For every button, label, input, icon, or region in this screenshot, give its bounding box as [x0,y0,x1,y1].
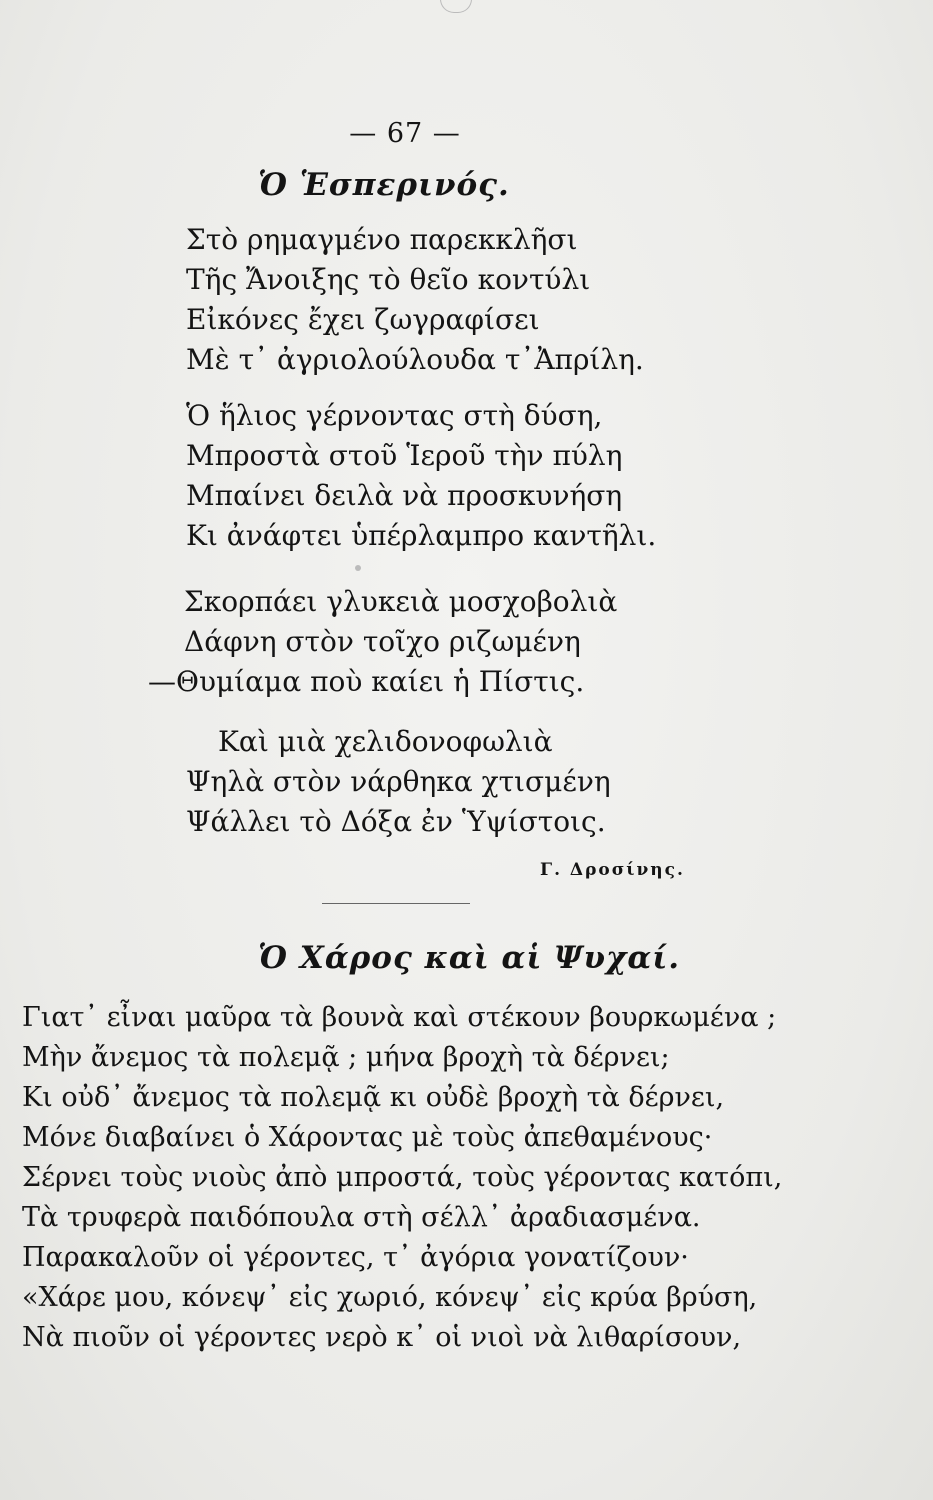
verse-line: Μπαίνει δειλὰ νὰ προσκυνήση [186,479,623,512]
verse-line: Καὶ μιὰ χελιδονοφωλιὰ [218,725,553,758]
verse-line: Τὰ τρυφερὰ παιδόπουλα στὴ σέλλ᾽ ἀραδιασμένα. [22,1202,701,1233]
stanza-3 [148,582,617,702]
verse-line: Ὁ ἥλιος γέρνοντας στὴ δύση, [186,399,603,432]
verse-line: —Θυμίαμα ποὺ καίει ἡ Πίστις. [148,665,585,698]
verse-line: Ψηλὰ στὸν νάρθηκα χτισμένη [186,765,611,798]
verse-line: «Χάρε μου, κόνεψ᾽ εἰς χωριό, κόνεψ᾽ εἰς κρύα βρύση, [22,1282,758,1313]
verse-line: Τῆς Ἄνοιξης τὸ θεῖο κοντύλι [186,263,591,296]
verse-line: Μόνε διαβαίνει ὁ Χάροντας μὲ τοὺς ἀπεθαμένους· [22,1122,713,1153]
verse-line: Ψάλλει τὸ Δόξα ἐν Ὑψίστοις. [186,805,606,838]
verse-line: Μὲ τ᾽ ἀγριολούλουδα τ᾽Ἀπρίλη. [186,343,644,376]
section-divider [322,903,470,904]
verse-line: Νὰ πιοῦν οἱ γέροντες νερὸ κ᾽ οἱ νιοὶ νὰ λιθαρίσουν, [22,1322,742,1353]
verse-line: Κι ἀνάφτει ὑπέρλαμπρο καντῆλι. [186,519,657,552]
verse-line: Σκορπάει γλυκειὰ μοσχοβολιὰ [184,585,618,618]
verse-line: Δάφνη στὸν τοῖχο ριζωμένη [184,625,581,658]
verse-line: Γιατ᾽ εἶναι μαῦρα τὰ βουνὰ καὶ στέκουν βουρκωμένα ; [22,1002,777,1033]
page-tab-mark [440,0,472,13]
verse-line: Μὴν ἄνεμος τὰ πολεμᾷ ; μήνα βροχὴ τὰ δέρνει; [22,1042,670,1073]
verse-line: Παρακαλοῦν οἱ γέροντες, τ᾽ ἀγόρια γονατίζουν· [22,1242,689,1273]
page-number: — 67 — [349,118,461,149]
stanza-4 [186,722,611,842]
verse-line: Κι οὐδ᾽ ἄνεμος τὰ πολεμᾷ κι οὐδὲ βροχὴ τὰ δέρνει, [22,1082,725,1113]
verse-line: Μπροστὰ στοῦ Ἱεροῦ τὴν πύλη [186,439,623,472]
verse-line: Σέρνει τοὺς νιοὺς ἀπὸ μπροστά, τοὺς γέροντας κατόπι, [22,1162,783,1193]
stanza-2 [186,396,656,556]
poem-title-esperinos: Ὁ Ἑσπερινός. [258,167,510,203]
poem-charos-body [22,998,782,1358]
verse-line: Εἰκόνες ἔχει ζωγραφίσει [186,303,540,336]
poem-author: Γ. Δροσίνης. [540,860,685,880]
stanza-1 [186,220,644,380]
verse-line: Στὸ ρημαγμένο παρεκκλῆσι [186,223,578,256]
ink-smudge [355,565,361,571]
poem-title-charos: Ὁ Χάρος καὶ αἱ Ψυχαί. [258,940,681,976]
